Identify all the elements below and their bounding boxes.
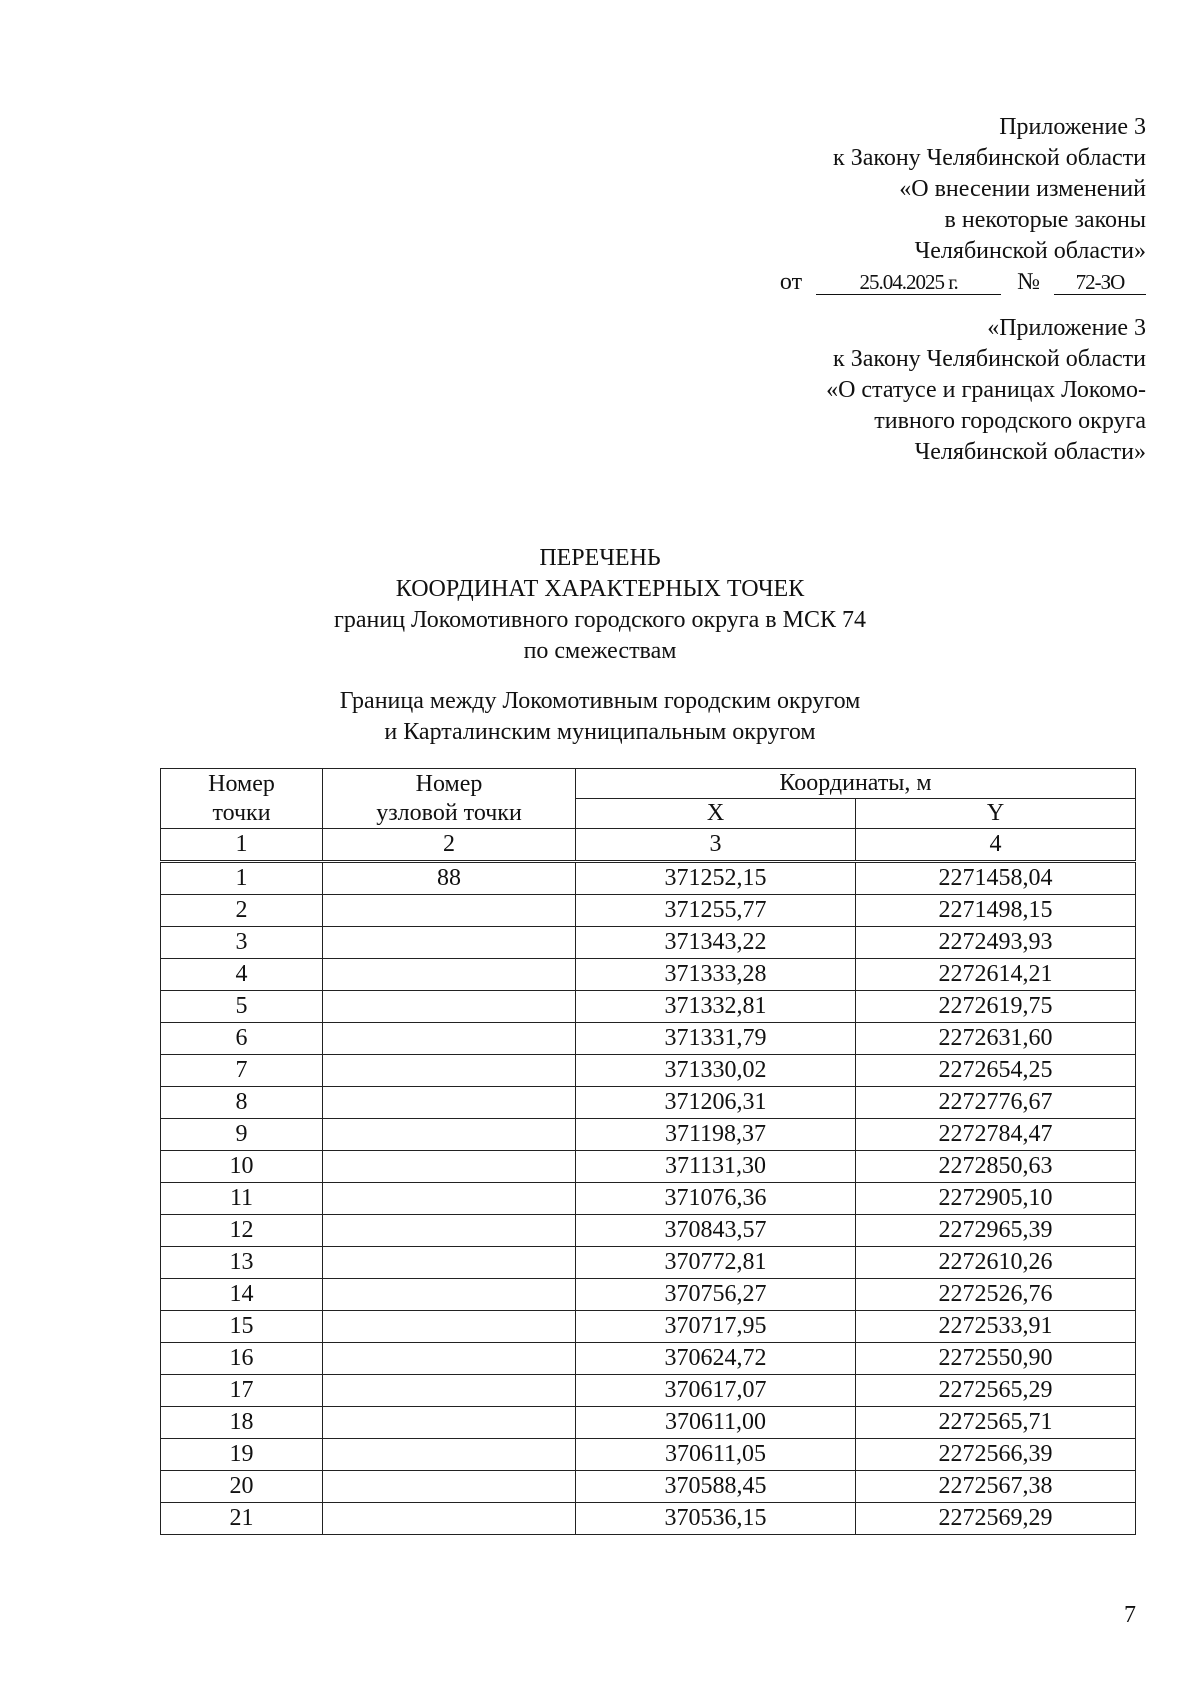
cell-x: 370772,81 [576,1247,856,1279]
cell-point-number: 21 [161,1503,323,1535]
cell-x: 370611,05 [576,1439,856,1471]
column-number: 2 [323,829,576,862]
cell-point-number: 11 [161,1183,323,1215]
cell-x: 371333,28 [576,959,856,991]
cell-node-number [323,1279,576,1311]
date-prefix: от [779,269,803,295]
table-row [161,1279,1136,1311]
cell-point-number: 18 [161,1407,323,1439]
cell-node-number [323,1183,576,1215]
appendix-line: Челябинской области» [914,238,1146,264]
heading-line: ПЕРЕЧЕНЬ [539,545,661,571]
cell-node-number [323,1311,576,1343]
heading-line: по смежествам [523,638,677,664]
cell-point-number: 4 [161,959,323,991]
table-row [161,1343,1136,1375]
cell-y: 2272654,25 [856,1055,1136,1087]
header-point-number: Номер точки [161,769,323,829]
appendix-block-amending-law [780,112,1146,298]
page-number: 7 [1124,1602,1136,1628]
cell-node-number [323,895,576,927]
heading-line: КООРДИНАТ ХАРАКТЕРНЫХ ТОЧЕК [395,576,805,602]
cell-y: 2272550,90 [856,1343,1136,1375]
table-row [161,1087,1136,1119]
cell-y: 2272784,47 [856,1119,1136,1151]
cell-node-number [323,1247,576,1279]
cell-x: 370624,72 [576,1343,856,1375]
cell-x: 370717,95 [576,1311,856,1343]
cell-point-number: 20 [161,1471,323,1503]
table-row [161,1215,1136,1247]
cell-y: 2272566,39 [856,1439,1136,1471]
appendix-line: «Приложение 3 [987,315,1146,341]
date-value: 25.04.2025 г. [816,270,1001,295]
cell-y: 2272614,21 [856,959,1136,991]
header-y: Y [856,799,1136,829]
cell-node-number [323,1375,576,1407]
appendix-line: в некоторые законы [944,207,1146,233]
column-number: 4 [856,829,1136,862]
cell-y: 2272569,29 [856,1503,1136,1535]
cell-point-number: 19 [161,1439,323,1471]
table-row [161,959,1136,991]
law-number-value: 72-ЗО [1054,270,1146,295]
cell-point-number: 13 [161,1247,323,1279]
cell-x: 370611,00 [576,1407,856,1439]
boundary-subheading [0,686,1200,748]
cell-node-number [323,1343,576,1375]
cell-y: 2272610,26 [856,1247,1136,1279]
cell-y: 2272565,29 [856,1375,1136,1407]
cell-point-number: 10 [161,1151,323,1183]
column-number: 1 [161,829,323,862]
cell-x: 370536,15 [576,1503,856,1535]
cell-y: 2272631,60 [856,1023,1136,1055]
column-number-row [161,829,1136,862]
cell-x: 371255,77 [576,895,856,927]
appendix-line: «О статусе и границах Локомо- [826,377,1146,403]
table-row [161,862,1136,895]
cell-y: 2272850,63 [856,1151,1136,1183]
cell-point-number: 2 [161,895,323,927]
coordinates-table-body [161,862,1136,1535]
table-row [161,1311,1136,1343]
cell-y: 2272565,71 [856,1407,1136,1439]
cell-point-number: 7 [161,1055,323,1087]
table-row [161,1119,1136,1151]
heading-line: границ Локомотивного городского округа в МСК 74 [334,607,866,633]
cell-node-number [323,1407,576,1439]
appendix-block-original-law [826,313,1146,468]
cell-x: 371330,02 [576,1055,856,1087]
subheading-line: и Карталинским муниципальным округом [384,719,816,745]
table-row [161,1247,1136,1279]
cell-point-number: 5 [161,991,323,1023]
table-row [161,1471,1136,1503]
document-heading [0,543,1200,667]
cell-point-number: 14 [161,1279,323,1311]
table-row [161,1055,1136,1087]
cell-y: 2272493,93 [856,927,1136,959]
subheading-line: Граница между Локомотивным городским округом [339,688,861,714]
table-row [161,1375,1136,1407]
appendix-line: тивного городского округа [874,408,1146,434]
cell-x: 370756,27 [576,1279,856,1311]
cell-y: 2272905,10 [856,1183,1136,1215]
cell-y: 2272965,39 [856,1215,1136,1247]
cell-y: 2272619,75 [856,991,1136,1023]
cell-node-number [323,991,576,1023]
table-row [161,1407,1136,1439]
cell-point-number: 17 [161,1375,323,1407]
header-coordinates: Координаты, м [576,769,1136,799]
cell-point-number: 6 [161,1023,323,1055]
cell-y: 2272776,67 [856,1087,1136,1119]
cell-y: 2271498,15 [856,895,1136,927]
cell-node-number [323,1215,576,1247]
appendix-line: Приложение 3 [999,114,1146,140]
cell-y: 2272533,91 [856,1311,1136,1343]
cell-x: 371343,22 [576,927,856,959]
cell-x: 370588,45 [576,1471,856,1503]
cell-y: 2271458,04 [856,862,1136,895]
appendix-line: «О внесении изменений [899,176,1146,202]
appendix-line: к Закону Челябинской области [833,145,1146,171]
table-row [161,927,1136,959]
header-x: X [576,799,856,829]
cell-point-number: 15 [161,1311,323,1343]
cell-node-number [323,1023,576,1055]
table-row [161,1439,1136,1471]
cell-x: 371332,81 [576,991,856,1023]
table-row [161,991,1136,1023]
cell-node-number [323,1151,576,1183]
cell-y: 2272526,76 [856,1279,1136,1311]
cell-x: 371198,37 [576,1119,856,1151]
date-number-line [780,267,1146,298]
cell-point-number: 12 [161,1215,323,1247]
cell-point-number: 8 [161,1087,323,1119]
column-number: 3 [576,829,856,862]
cell-y: 2272567,38 [856,1471,1136,1503]
cell-node-number [323,1471,576,1503]
cell-x: 371131,30 [576,1151,856,1183]
table-row [161,1183,1136,1215]
cell-node-number [323,927,576,959]
cell-x: 371206,31 [576,1087,856,1119]
cell-node-number [323,1119,576,1151]
header-node-number: Номер узловой точки [323,769,576,829]
cell-x: 371252,15 [576,862,856,895]
appendix-line: к Закону Челябинской области [833,346,1146,372]
cell-point-number: 9 [161,1119,323,1151]
cell-x: 370843,57 [576,1215,856,1247]
cell-x: 371331,79 [576,1023,856,1055]
cell-point-number: 1 [161,862,323,895]
table-row [161,1503,1136,1535]
cell-point-number: 3 [161,927,323,959]
cell-node-number [323,959,576,991]
cell-x: 370617,07 [576,1375,856,1407]
table-row [161,1023,1136,1055]
coordinates-table [160,768,1136,1535]
cell-point-number: 16 [161,1343,323,1375]
table-row [161,895,1136,927]
cell-x: 371076,36 [576,1183,856,1215]
cell-node-number: 88 [323,862,576,895]
cell-node-number [323,1055,576,1087]
cell-node-number [323,1439,576,1471]
appendix-line: Челябинской области» [914,439,1146,465]
cell-node-number [323,1503,576,1535]
number-prefix: № [1017,269,1040,295]
cell-node-number [323,1087,576,1119]
table-row [161,1151,1136,1183]
